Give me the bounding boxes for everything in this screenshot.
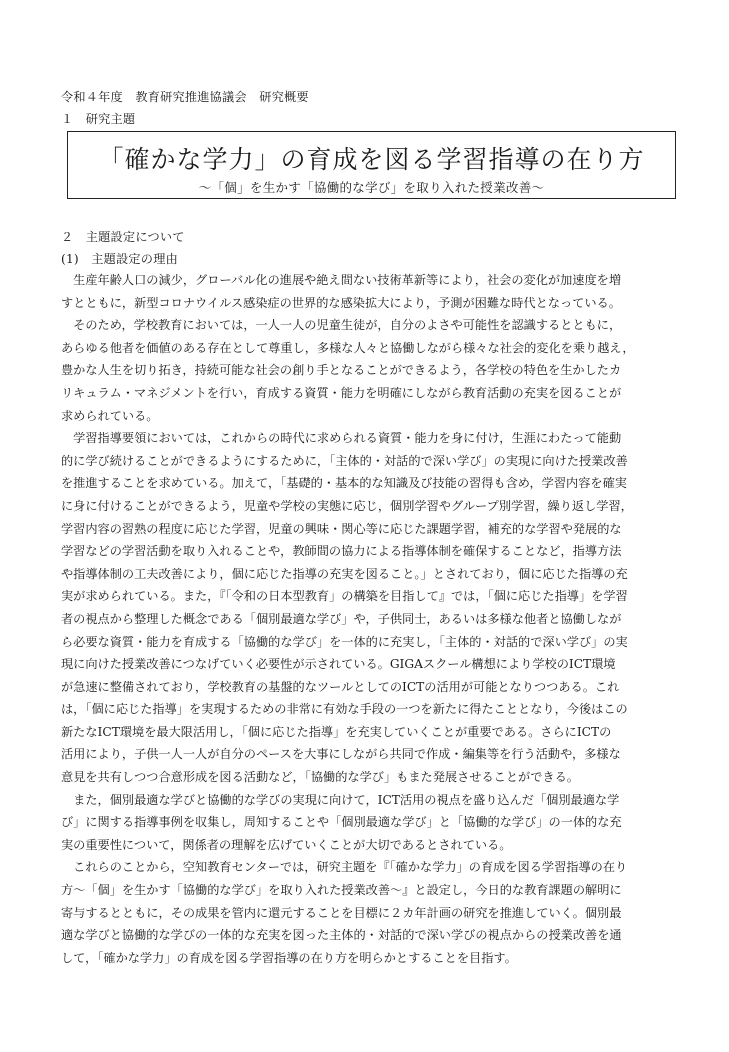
document-meta-line: 令和４年度 教育研究推進協議会 研究概要 <box>61 90 309 104</box>
body-line: 実が求められている。また，『「令和の日本型教育」の構築を目指して』では，「個に応じた指導」を学習 <box>61 589 628 604</box>
body-line: を推進することを求めている。加えて，「基礎的・基本的な知識及び技能の習得も含め，学習内容を確実 <box>61 476 627 491</box>
body-line: すとともに，新型コロナウイルス感染症の世界的な感染拡大により，予測が困難な時代となっている。 <box>61 295 621 310</box>
subsection-1-heading: (1) 主題設定の理由 <box>61 252 178 266</box>
body-line: 者の視点から整理した概念である「個別最適な学び」や，子供同士，あるいは多様な他者と協働しなが <box>61 611 622 626</box>
body-line: や指導体制の工夫改善により，個に応じた指導の充実を図ること。」とされており，個に応じた指導の充 <box>61 566 628 581</box>
body-line: これらのことから，空知教育センターでは，研究主題を『「確かな学力」の育成を図る学習指導の在り <box>61 860 628 875</box>
body-line: して，「確かな学力」の育成を図る学習指導の在り方を明らかとすることを目指す。 <box>61 950 517 965</box>
body-line: 実の重要性について，関係者の理解を広げていくことが大切であるとされている。 <box>61 837 512 852</box>
section-1-heading: １ 研究主題 <box>61 112 136 126</box>
body-line: び」に関する指導事例を収集し，周知することや「個別最適な学び」と「協働的な学び」の一体的な充 <box>61 815 622 830</box>
body-line: 現に向けた授業改善につなげていく必要性が示されている。GIGAスクール構想により学校のICT環境 <box>61 657 616 672</box>
body-line: 適な学びと協働的な学びの一体的な充実を図った主体的・対話的で深い学びの視点からの授業改善を通 <box>61 928 622 943</box>
body-line: 意見を共有しつつ合意形成を図る活動など，「協働的な学び」もまた発展させることができる。 <box>61 770 579 785</box>
body-line: に身に付けることができるよう，児童や学校の実態に応じ，個別学習やグループ別学習，繰り返し学習， <box>61 498 633 513</box>
body-line: は，「個に応じた指導」を実現するための非常に有効な手段の一つを新たに得たこととなり，今後はこの <box>61 702 628 717</box>
body-text <box>61 269 673 969</box>
body-line: そのため，学校教育においては，一人一人の児童生徒が，自分のよさや可能性を認識するとともに， <box>61 318 622 333</box>
research-theme-title: 「確かな学力」の育成を図る学習指導の在り方 <box>98 145 645 174</box>
body-line: 求められている。 <box>61 408 159 423</box>
research-theme-subtitle: ～「個」を生かす「協働的な学び」を取り入れた授業改善～ <box>198 180 545 195</box>
body-line: あらゆる他者を価値のある存在として尊重し，多様な人々と協働しながら様々な社会的変化を乗り越え， <box>61 340 635 355</box>
body-line: 豊かな人生を切り拓き，持続可能な社会の創り手となることができるよう，各学校の特色を生かしたカ <box>61 363 622 378</box>
body-line: 方～「個」を生かす「協働的な学び」を取り入れた授業改善～』と設定し，今日的な教育課題の解明に <box>61 883 622 898</box>
body-line: 新たなICT環境を最大限活用し，「個に応じた指導」を充実していくことが重要である。さらにICTの <box>61 724 612 739</box>
body-line: 学習内容の習熟の程度に応じた学習，児童の興味・関心等に応じた課題学習，補充的な学習や発展的な <box>61 521 622 536</box>
body-line: 学習指導要領においては，これからの時代に求められる資質・能力を身に付け，生涯にわたって能動 <box>61 431 622 446</box>
body-line: 的に学び続けることができるようにするために，「主体的・対話的で深い学び」の実現に向けた授業改善 <box>61 453 628 468</box>
body-line: 生産年齢人口の減少，グローバル化の進展や絶え間ない技術革新等により，社会の変化が加速度を増 <box>61 273 622 287</box>
research-theme-box <box>67 131 676 199</box>
section-2-heading: ２ 主題設定について <box>61 230 185 244</box>
body-line: 寄与するとともに，その成果を管内に還元することを目標に２カ年計画の研究を推進していく。個別最 <box>61 905 622 920</box>
body-line: また，個別最適な学びと協働的な学びの実現に向けて，ICT活用の視点を盛り込んだ「個別最適な学 <box>61 792 620 807</box>
body-line: 活用により，子供一人一人が自分のペースを大事にしながら共同で作成・編集等を行う活動や，多様な <box>61 747 621 762</box>
body-line: 学習などの学習活動を取り入れることや，教師間の協力による指導体制を確保することなど，指導方法 <box>61 544 622 559</box>
body-line: リキュラム・マネジメントを行い，育成する資質・能力を明確にしながら教育活動の充実を図ることが <box>61 385 622 400</box>
body-line: ら必要な資質・能力を育成する「協働的な学び」を一体的に充実し，「主体的・対話的で深い学び」の実 <box>61 634 628 649</box>
body-line: が急速に整備されており，学校教育の基盤的なツールとしてのICTの活用が可能となりつつある。これ <box>61 679 620 694</box>
